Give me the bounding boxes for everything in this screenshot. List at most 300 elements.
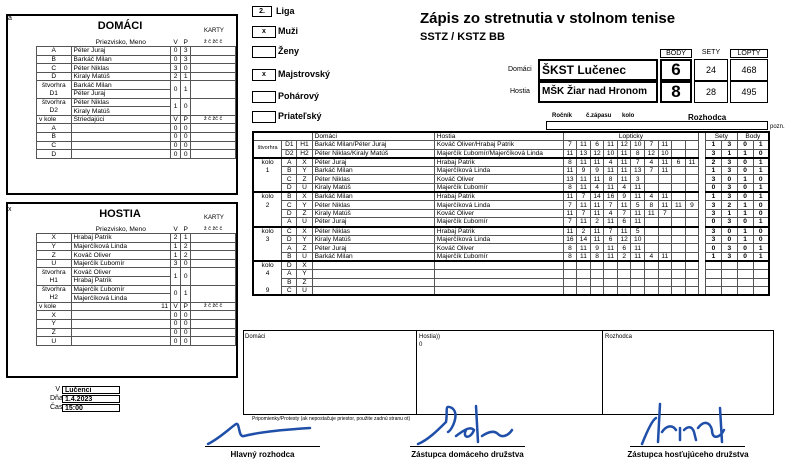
venue-date-label: Dňa [50,395,63,402]
match-code-a: A [282,158,297,167]
match-sets-away: 3 [721,252,737,261]
match-row [253,158,769,167]
venue-time-value: 15:00 [62,404,120,412]
player-cards [191,251,236,260]
match-kolo: 1 [253,166,282,175]
match-kolo [253,278,282,287]
player-v: 2 [171,72,181,81]
match-code-b: Z [297,175,312,184]
doubles-p: 1 [181,81,191,98]
sub-p: 0 [181,124,191,133]
match-ball-score: 11 [658,141,672,150]
player-cards [191,55,236,64]
match-ball-score: 8 [563,244,577,253]
footer-line-home [410,446,525,447]
match-ball-score: 11 [590,201,604,210]
match-spacer [699,201,706,210]
match-ball-score: 11 [631,192,645,201]
sub-v: 0 [171,311,181,320]
match-kolo [253,252,282,261]
match-ball-score [658,270,672,279]
signature-referee [200,410,320,450]
match-code-a: C [282,287,297,296]
match-ball-score [631,261,645,270]
match-ball-score: 13 [563,175,577,184]
sub-p: 0 [181,311,191,320]
away-sety: 28 [694,81,728,103]
match-ball-score [645,287,659,296]
home-sety: 24 [694,59,728,81]
match-code-b: H2 [297,149,312,158]
match-away-player [434,287,563,296]
match-ball-score: 11 [577,218,591,227]
match-row [253,201,769,210]
match-ball-score [617,287,631,296]
doubles-row [37,98,236,107]
match-sets-away: 0 [721,227,737,236]
sub-p: 0 [181,141,191,150]
match-away-player: Majerčík Ľubomír [434,252,563,261]
mh-kolo [253,132,282,141]
match-code-a: A [282,270,297,279]
match-row [253,244,769,253]
match-ball-score [645,244,659,253]
match-points-away: 0 [753,227,769,236]
sub-row [37,141,236,150]
player-row [37,55,236,64]
player-v: 0 [171,55,181,64]
match-ball-score: 7 [577,209,591,218]
match-points-home [737,278,753,287]
player-row [37,259,236,268]
hdr-v: V [173,38,178,46]
match-ball-score [685,235,699,244]
hdr-v: V [173,225,178,233]
venue-block [50,386,120,412]
player-cards [191,72,236,81]
doubles-label: štvorhra [37,268,72,277]
home-side-letter: a [8,15,12,22]
doubles-row [37,268,236,277]
hdr-p: P [183,225,188,233]
match-code-b: X [297,158,312,167]
match-ball-score: 11 [604,252,618,261]
venue-date-value: 1.4.2023 [62,395,120,403]
notes-home-label: Domáci [245,334,266,340]
match-sets-home: 0 [706,244,722,253]
match-ball-score: 12 [617,141,631,150]
match-ball-score [658,261,672,270]
player-v: 0 [171,47,181,56]
match-ball-score [672,261,686,270]
match-ball-score [590,278,604,287]
match-home-player: Péter Juraj [312,244,434,253]
match-ball-score [590,270,604,279]
match-spacer [699,192,706,201]
doubles-name-1: Kováč Oliver [71,268,171,277]
page-subtitle: SSTZ / KSTZ BB [420,31,505,43]
player-code: A [37,47,72,56]
doubles-name-1: Majerčík Ľubomír [71,285,171,294]
match-row [253,287,769,296]
match-spacer [699,175,706,184]
match-code-b: U [297,218,312,227]
match-ball-score: 13 [577,149,591,158]
player-cards [191,47,236,56]
match-sets-home [706,261,722,270]
sub-row [37,133,236,142]
sub-name [71,320,171,329]
match-ball-score [645,227,659,236]
player-code: X [37,234,72,243]
match-ball-score [577,261,591,270]
match-sets-away: 0 [721,175,737,184]
match-ball-score [672,218,686,227]
matches-header-row [253,132,769,141]
protest-note: Pripomienky/Protesty (ak nepostačuje priestor, použite zadnú stranu ot) [252,416,411,422]
match-ball-score: 10 [604,149,618,158]
match-row [253,270,769,279]
match-ball-score [577,278,591,287]
match-ball-score [577,270,591,279]
hdr-name: Priezvisko, Meno [95,225,146,233]
match-code-b: Y [297,270,312,279]
sub-row [37,328,236,337]
match-ball-score: 11 [617,158,631,167]
match-ball-score [645,270,659,279]
match-ball-score: 4 [604,209,618,218]
player-code: Z [37,251,72,260]
match-code-b: Y [297,201,312,210]
sub-cards [191,124,236,133]
match-points-away: 1 [753,184,769,193]
match-ball-score [658,227,672,236]
meta-pozn-label: pozn. [770,124,785,130]
match-ball-score [672,192,686,201]
match-points-away: 1 [753,166,769,175]
match-points-home: 1 [737,209,753,218]
match-points-home: 1 [737,235,753,244]
match-ball-score: 11 [590,158,604,167]
match-ball-score: 16 [563,235,577,244]
match-points-home: 0 [737,141,753,150]
away-players-table [36,225,236,346]
match-spacer [699,218,706,227]
sub-code: A [37,124,72,133]
match-ball-score: 8 [631,149,645,158]
meta-cislo-label: č.zápasu [586,113,612,119]
category-checkbox [252,91,276,103]
sub-v: 0 [171,124,181,133]
match-ball-score [604,287,618,296]
player-cards [191,64,236,73]
match-ball-score [658,287,672,296]
match-sets-home [706,270,722,279]
meta-rocnik-label: Ročník [552,113,573,119]
sub-name [71,141,171,150]
signature-home-rep [408,400,518,450]
category-checkbox [252,111,276,123]
match-ball-score [617,278,631,287]
player-v: 2 [171,234,181,243]
meta-row-box [546,121,768,130]
player-row [37,47,236,56]
match-points-away [753,270,769,279]
doubles-row [37,285,236,294]
match-ball-score: 10 [631,141,645,150]
match-ball-score: 9 [590,244,604,253]
sub-cards [191,328,236,337]
sub-v: 0 [171,133,181,142]
match-points-home [737,261,753,270]
match-points-home: 0 [737,244,753,253]
match-sets-away [721,287,737,296]
match-spacer [699,270,706,279]
player-name: Péter Juraj [71,47,171,56]
match-ball-score: 11 [645,209,659,218]
player-code: B [37,55,72,64]
match-ball-score: 11 [631,184,645,193]
sub-cards [191,320,236,329]
subs-label: v kole [37,115,72,124]
match-ball-score: 11 [617,166,631,175]
player-p: 3 [181,55,191,64]
doubles-name-1: Barkáč Milan [71,81,171,90]
sub-p: 0 [181,320,191,329]
match-ball-score [685,192,699,201]
subs-name: 11 [71,302,171,311]
match-ball-score: 4 [645,192,659,201]
match-sets-home: 0 [706,184,722,193]
match-code-b: U [297,252,312,261]
match-ball-score: 11 [563,166,577,175]
away-team-name: MŠK Žiar nad Hronom [538,81,658,103]
match-sets-away: 3 [721,244,737,253]
match-ball-score [631,270,645,279]
match-spacer [699,158,706,167]
match-ball-score: 11 [577,244,591,253]
match-ball-score [645,218,659,227]
away-title: HOSTIA [99,208,141,220]
match-points-home: 1 [737,227,753,236]
match-ball-score [672,244,686,253]
match-away-player [434,261,563,270]
player-name: Majerčík Ľubomír [71,259,171,268]
match-row [253,218,769,227]
match-ball-score: 8 [563,158,577,167]
match-ball-score: 11 [658,252,672,261]
player-row [37,251,236,260]
category-checkbox: x [252,26,276,38]
sub-name [71,311,171,320]
subs-karty: ž č žč č [191,302,236,311]
match-ball-score [685,175,699,184]
mh-body: Body [737,132,769,141]
match-code-b: Z [297,278,312,287]
match-home-player: Kiraly Matúš [312,209,434,218]
match-ball-score: 11 [577,175,591,184]
match-points-away: 1 [753,192,769,201]
match-ball-score: 2 [577,227,591,236]
match-row [253,166,769,175]
sub-code: C [37,141,72,150]
match-kolo: kolo [253,261,282,270]
match-ball-score: 2 [617,252,631,261]
notes-ref-label: Rozhodca [605,334,633,340]
match-away-player: Majerčík Ľubomír/Majerčíková Linda [434,149,563,158]
away-lopty: 495 [730,81,768,103]
match-ball-score [672,175,686,184]
player-p: 0 [181,259,191,268]
meta-rozhodca-label: Rozhodca [688,113,727,122]
match-home-player [312,287,434,296]
match-home-player: Barkáč Milan [312,166,434,175]
match-ball-score [685,141,699,150]
doubles-cards [191,285,236,302]
match-row [253,252,769,261]
match-home-player: Péter Niklas [312,201,434,210]
home-lopty: 468 [730,59,768,81]
match-sets-home: 3 [706,149,722,158]
home-karty-label: KARTY [204,28,224,34]
subs-v: V [171,115,181,124]
match-away-player: Kováč Oliver [434,244,563,253]
match-sets-away: 1 [721,209,737,218]
match-ball-score [645,235,659,244]
sub-v: 0 [171,337,181,346]
match-ball-score: 5 [631,201,645,210]
match-home-player [312,278,434,287]
sub-v: 0 [171,150,181,159]
match-away-player: Hrabaj Patrik [434,192,563,201]
match-ball-score [672,278,686,287]
hdr-code [37,225,72,234]
match-ball-score [685,209,699,218]
player-row [37,64,236,73]
match-sets-away: 2 [721,201,737,210]
match-row [253,261,769,270]
match-away-player: Hrabaj Patrik [434,227,563,236]
match-ball-score [685,287,699,296]
doubles-label: štvorhra [37,98,72,107]
match-ball-score: 11 [658,192,672,201]
player-p: 1 [181,234,191,243]
match-ball-score: 7 [631,158,645,167]
subs-header-row [37,115,236,124]
player-code: Y [37,242,72,251]
subs-karty: ž č žč č [191,115,236,124]
page-title: Zápis zo stretnutia v stolnom tenise [420,10,676,27]
home-label: Domáci [508,66,532,73]
match-code-a: B [282,252,297,261]
match-sets-home: 3 [706,227,722,236]
player-cards [191,242,236,251]
match-ball-score [658,175,672,184]
sub-name [71,124,171,133]
footer-home-rep-label: Zástupca domáceho družstva [411,450,524,459]
match-sets-away: 3 [721,158,737,167]
notes-away-label: Hostia)) [419,334,441,340]
doubles-name-2: Kiraly Matúš [71,107,171,116]
player-p: 2 [181,251,191,260]
match-ball-score: 11 [672,201,686,210]
match-home-player: Péter Niklas/Kiraly Matúš [312,149,434,158]
match-ball-score: 11 [590,209,604,218]
subs-p: P [181,115,191,124]
match-ball-score: 11 [563,227,577,236]
match-code-a: C [282,201,297,210]
match-ball-score [645,261,659,270]
match-sets-home [706,278,722,287]
sub-name [71,133,171,142]
match-spacer [699,261,706,270]
category-label: Ženy [278,46,300,56]
sub-name [71,337,171,346]
match-ball-score [645,184,659,193]
sub-code: U [37,337,72,346]
match-ball-score [658,278,672,287]
match-ball-score [645,175,659,184]
sub-p: 0 [181,150,191,159]
notes-divider-2 [602,330,603,415]
doubles-v: 0 [171,285,181,302]
match-points-home: 0 [737,158,753,167]
doubles-code: H1 [37,277,72,286]
player-p: 1 [181,72,191,81]
doubles-name-2: Péter Juraj [71,90,171,99]
doubles-row [37,81,236,90]
match-code-b: Z [297,244,312,253]
match-points-home: 1 [737,201,753,210]
match-sets-away: 1 [721,149,737,158]
score-header-lopty: LOPTY [730,49,768,58]
category-label: Muži [278,26,298,36]
match-ball-score [685,278,699,287]
player-code: C [37,64,72,73]
match-ball-score: 7 [617,209,631,218]
subs-p: P [181,302,191,311]
match-sets-home: 2 [706,158,722,167]
match-ball-score: 11 [563,149,577,158]
away-label: Hostia [510,88,530,95]
match-ball-score: 11 [658,201,672,210]
match-ball-score: 11 [604,141,618,150]
category-label: Pohárový [278,91,320,101]
match-code-a: D [282,184,297,193]
venue-v-value: Lučenci [62,386,120,394]
match-ball-score: 8 [563,252,577,261]
match-spacer [699,244,706,253]
sub-code: X [37,311,72,320]
match-ball-score [685,270,699,279]
match-ball-score: 11 [604,166,618,175]
player-code: U [37,259,72,268]
match-spacer [699,278,706,287]
sub-row [37,311,236,320]
match-ball-score [617,270,631,279]
player-p: 2 [181,242,191,251]
match-ball-score: 11 [577,201,591,210]
match-points-home: 0 [737,252,753,261]
player-cards [191,259,236,268]
sub-p: 0 [181,328,191,337]
match-sets-home: 0 [706,218,722,227]
player-v: 3 [171,64,181,73]
match-home-player: Kiraly Matúš [312,235,434,244]
away-side-letter: x [8,206,12,213]
match-ball-score [631,278,645,287]
doubles-cards [191,268,236,285]
